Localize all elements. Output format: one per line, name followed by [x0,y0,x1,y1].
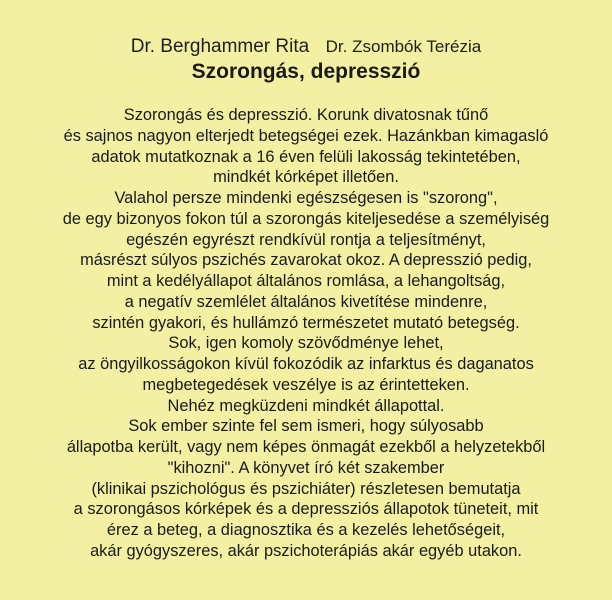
book-title: Szorongás, depresszió [191,60,421,83]
blurb-line: és sajnos nagyon elterjedt betegségei ezek. Hazánkban kimagasló [63,126,549,145]
blurb-line: a szorongásos kórképek és a depressziós állapotok tüneteit, mit [73,500,539,519]
blurb-line: az öngyilkosságokon kívül fokozódik az infarktus és daganatos [78,355,534,373]
blurb-line: a negatív szemlélet általános kivetítése mindenre, [124,292,488,311]
authors [0,36,612,58]
blurb-line: egészén egyrészt rendkívül rontja a teljesítményt, [126,230,486,249]
blurb-line: állapotba került, vagy nem képes önmagát ezekből a helyzetekből [66,438,546,456]
blurb-line: (klinikai pszichológus és pszichiáter) részletesen bemutatja [91,479,521,498]
blurb-line: Valahol persze mindenki egészségesen is "szorong", [114,189,498,207]
blurb-line: de egy bizonyos fokon túl a szorongás kiteljesedése a személyiség [62,209,550,228]
blurb-line: "kihozni". A könyvet író két szakember [167,458,445,477]
blurb-line: adatok mutatkoznak a 16 éven felüli lakosság tekintetében, [91,147,521,166]
blurb-line: Sok, igen komoly szövődménye lehet, [168,334,444,353]
author-name-2: Dr. Zsombók Terézia [325,37,482,56]
blurb-line: érez a beteg, a diagnosztika és a kezelés lehetőségeit, [106,521,506,539]
blurb-text [20,105,592,562]
blurb-line: mindkét kórképet illetően. [213,168,399,187]
blurb-line: Sok ember szinte fel sem ismeri, hogy súlyosabb [128,417,484,436]
blurb-line: Szorongás és depresszió. Korunk divatosnak tűnő [123,106,489,124]
author-name-1: Dr. Berghammer Rita [130,36,310,57]
blurb-line: Nehéz megküzdeni mindkét állapottal. [167,396,445,415]
blurb-line: megbetegedések veszélye is az érintetteken. [142,375,470,394]
blurb-line: másrészt súlyos pszichés zavarokat okoz. A depresszió pedig, [80,251,532,270]
blurb-line: szintén gyakori, és hullámzó természetet mutató betegség. [92,313,520,332]
blurb-line: mint a kedélyállapot általános romlása, a lehangoltság, [106,272,506,290]
blurb-line: akár gyógyszeres, akár pszichoterápiás akár egyéb utakon. [90,541,522,560]
